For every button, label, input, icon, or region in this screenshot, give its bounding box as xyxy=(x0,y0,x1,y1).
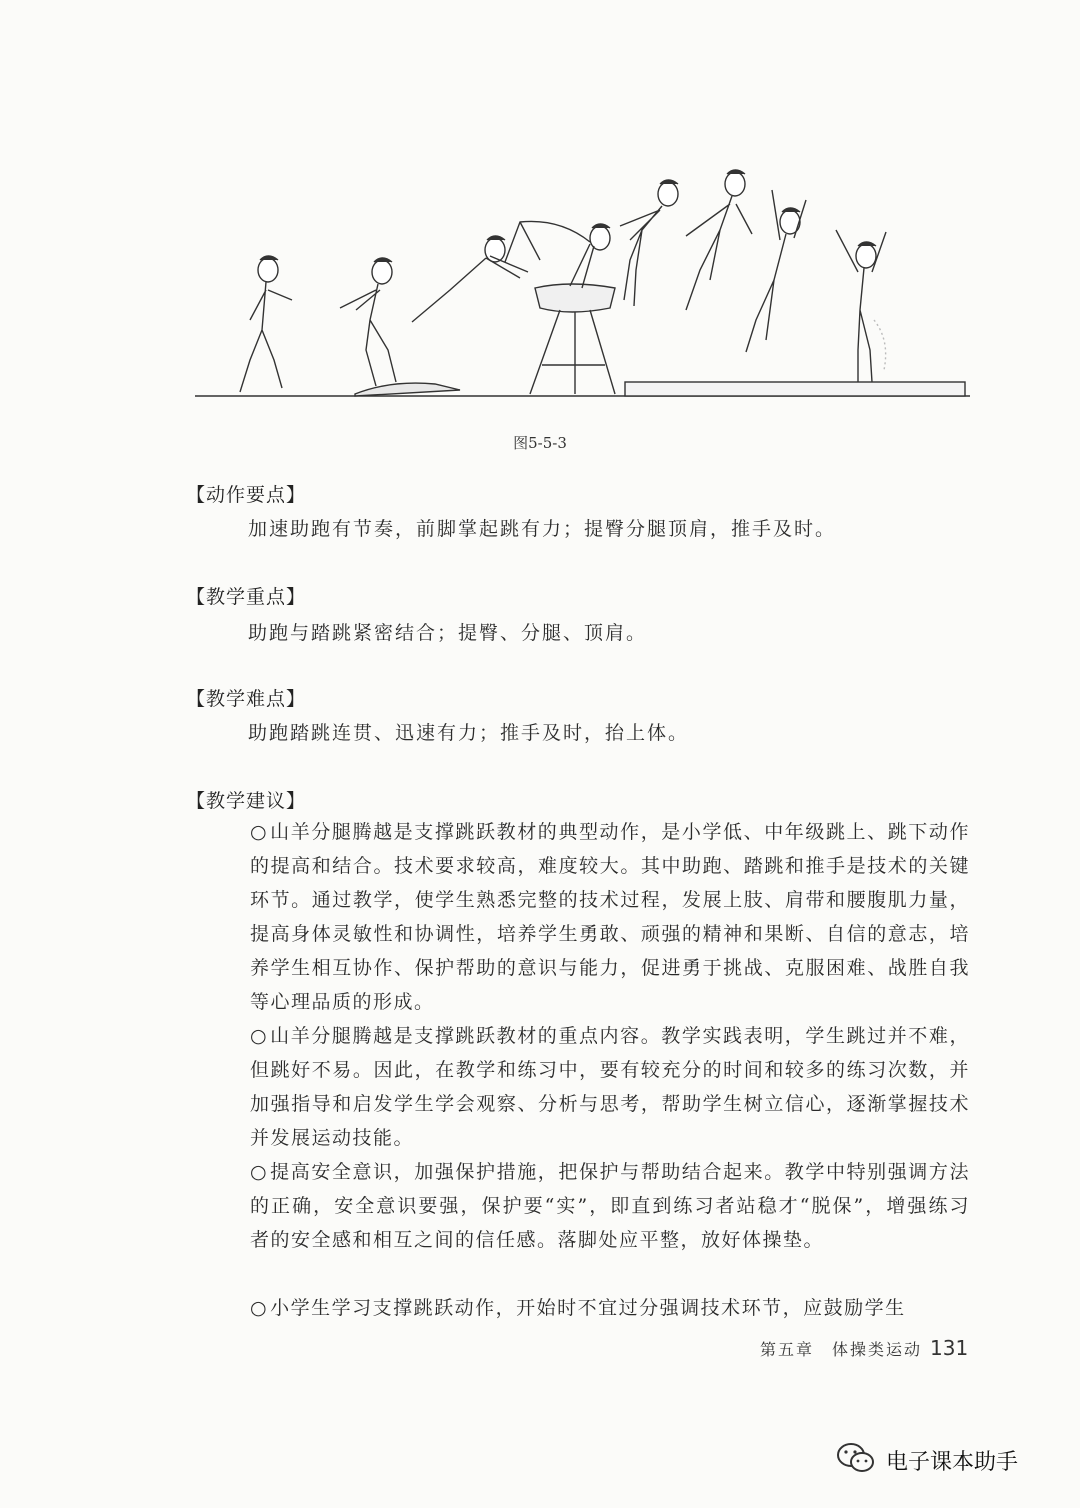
section-heading-teaching-suggestions: 【教学建议】 xyxy=(186,790,307,812)
gymnast-figure-8 xyxy=(836,230,886,382)
suggestion-text: 山羊分腿腾越是支撑跳跃教材的典型动作，是小学低、中年级跳上、跳下动作的提高和结合。技术要求较高，难度较大。其中助跑、踏跳和推手是技术的关键环节。通过教学，使学生熟悉完整的技术过程，发展上肢、肩带和腰腹肌力量，提高身体灵敏性和协调性，培养学生勇敢、顽强的精神和果断、自信的意志，培养学生相互协作、保护帮助的意识与能力，促进勇于挑战、克服困难、战胜自我等心理品质的形成。 xyxy=(250,821,970,1013)
bullet-circle-icon: ○ xyxy=(250,1161,269,1183)
bullet-circle-icon: ○ xyxy=(250,1025,269,1047)
chapter-title: 第五章 体操类运动 xyxy=(760,1340,923,1359)
springboard xyxy=(355,383,460,396)
suggestion-paragraph xyxy=(250,1291,970,1325)
suggestion-text: 小学生学习支撑跳跃动作，开始时不宜过分强调技术环节，应鼓励学生 xyxy=(270,1297,906,1319)
section-body-key-points: 加速助跑有节奏，前脚掌起跳有力；提臀分腿顶肩，推手及时。 xyxy=(248,518,837,540)
section-body-teaching-focus: 助跑与踏跳紧密结合；提臀、分腿、顶肩。 xyxy=(248,622,648,644)
watermark xyxy=(836,1440,1018,1480)
vault-illustration xyxy=(190,160,980,410)
gymnast-figure-5 xyxy=(620,180,678,306)
vault-buck xyxy=(530,284,615,394)
page-footer xyxy=(760,1336,968,1360)
gymnast-figure-7 xyxy=(746,190,806,352)
suggestion-text: 提高安全意识，加强保护措施，把保护与帮助结合起来。教学中特别强调方法的正确，安全意识要强，保护要“实”，即直到练习者站稳才“脱保”，增强练习者的安全感和相互之间的信任感。落脚处应平整，放好体操垫。 xyxy=(250,1161,970,1251)
section-heading-key-points: 【动作要点】 xyxy=(186,484,307,506)
gymnast-figure-1 xyxy=(240,256,292,392)
wechat-icon xyxy=(836,1442,876,1478)
suggestion-paragraph xyxy=(250,1019,970,1155)
suggestion-paragraph xyxy=(250,1155,970,1257)
bullet-circle-icon: ○ xyxy=(250,821,269,843)
bullet-circle-icon: ○ xyxy=(250,1297,269,1319)
landing-mat xyxy=(625,382,965,396)
page-number: 131 xyxy=(930,1336,969,1360)
gymnast-figure-4 xyxy=(505,221,610,288)
suggestion-text: 山羊分腿腾越是支撑跳跃教材的重点内容。教学实践表明，学生跳过并不难，但跳好不易。因此，在教学和练习中，要有较充分的时间和较多的练习次数，并加强指导和启发学生学会观察、分析与思考，帮助学生树立信心，逐渐掌握技术并发展运动技能。 xyxy=(250,1025,970,1149)
section-heading-teaching-focus: 【教学重点】 xyxy=(186,586,307,608)
section-body-teaching-difficulty: 助跑踏跳连贯、迅速有力；推手及时，抬上体。 xyxy=(248,722,690,744)
watermark-text: 电子课本助手 xyxy=(886,1449,1019,1475)
gymnast-figure-6 xyxy=(686,170,752,310)
gymnast-figure-2 xyxy=(340,258,396,386)
suggestion-paragraph xyxy=(250,815,970,1019)
figure-caption: 图5-5-3 xyxy=(513,434,567,452)
section-heading-teaching-difficulty: 【教学难点】 xyxy=(186,688,307,710)
